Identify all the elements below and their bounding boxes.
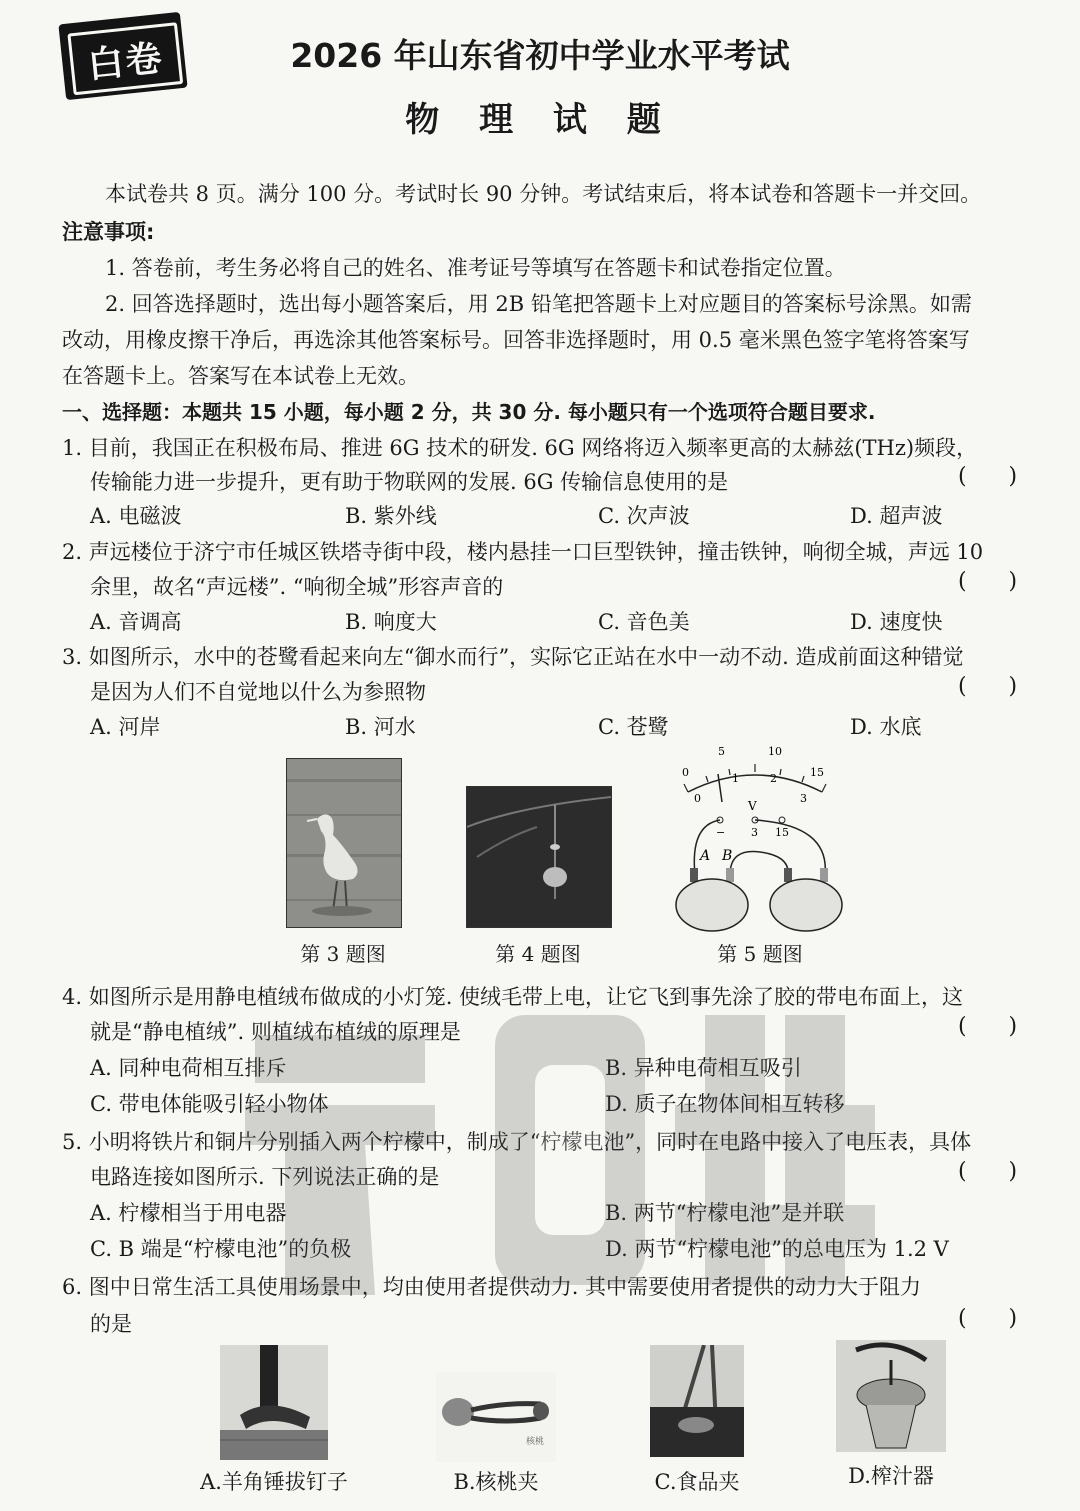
q5-option-d: D. 两节“柠檬电池”的总电压为 1.2 V [605,1237,949,1261]
q4-option-a: A. 同种电荷相互排斥 [90,1056,287,1080]
note-2-line-2: 改动，用橡皮擦干净后，再选涂其他答案标号。回答非选择题时，用 0.5 毫米黑色签字笔将答案写 [62,328,970,352]
q6-answer-blank: ( ) [958,1306,1018,1331]
meter-top-tick-5: 5 [718,745,725,758]
q1-stem-line-2: 传输能力进一步提升，更有助于物联网的发展. 6G 传输信息使用的是 [90,470,729,494]
q3-stem-line-1: 3. 如图所示，水中的苍鹭看起来向左“御水而行”，实际它正站在水中一动不动. 造成前面这种错觉 [62,645,964,669]
terminal-3: 3 [751,826,758,839]
q2-option-c: C. 音色美 [598,610,690,634]
q5-option-c: C. B 端是“柠檬电池”的负极 [90,1237,352,1261]
q6-option-d-caption: D.榨汁器 [848,1464,934,1488]
q4-answer-blank: ( ) [958,1014,1018,1039]
q5-stem-line-1: 5. 小明将铁片和铜片分别插入两个柠檬中，制成了“柠檬电池”，同时在电路中接入了电压表，具体 [62,1130,972,1154]
lantern-photo [466,786,612,928]
q4-option-d: D. 质子在物体间相互转移 [605,1092,845,1116]
meter-bottom-tick-3: 3 [800,792,807,805]
intro-text: 本试卷共 8 页。满分 100 分。考试时长 90 分钟。考试结束后，将本试卷和答题卡一并交回。 [105,182,982,206]
q2-stem-line-1: 2. 声远楼位于济宁市任城区铁塔寺街中段，楼内悬挂一口巨型铁钟，撞击铁钟，响彻全城，声远 10 [62,540,984,564]
figure-4-caption: 第 4 题图 [495,942,581,966]
q1-answer-blank: ( ) [958,464,1018,489]
q5-stem-line-2: 电路连接如图所示. 下列说法正确的是 [90,1165,440,1189]
terminal-negative: − [716,826,726,839]
figure-5-caption: 第 5 题图 [717,942,803,966]
heron-icon [287,759,401,927]
section-1-heading: 一、选择题：本题共 15 小题，每小题 2 分，共 30 分. 每小题只有一个选项符合题目要求. [62,400,876,424]
exam-subtitle: 物 理 试 题 [405,100,675,140]
figure-3-caption: 第 3 题图 [300,942,386,966]
lemon-1-icon [676,879,748,931]
q3-option-b: B. 河水 [345,715,416,739]
lantern-icon [467,787,611,927]
meter-bottom-tick-2: 2 [770,772,777,785]
terminal-15: 15 [775,826,789,839]
q1-stem-line-1: 1. 目前，我国正在积极布局、推进 6G 技术的研发. 6G 网络将迈入频率更高的太赫兹(THz)频段， [62,436,978,460]
q6-stem-line-2: 的是 [90,1312,132,1336]
q6-option-a-caption: A.羊角锤拔钉子 [200,1470,348,1494]
note-1: 1. 答卷前，考生务必将自己的姓名、准考证号等填写在答题卡和试卷指定位置。 [105,256,846,280]
meter-bottom-tick-0: 0 [694,792,701,805]
q2-stem-line-2: 余里，故名“声远楼”. “响彻全城”形容声音的 [90,575,504,599]
stamp-label: 白卷 [67,22,183,95]
meter-top-tick-15: 15 [810,766,824,779]
q4-option-c: C. 带电体能吸引轻小物体 [90,1092,329,1116]
q5-option-a: A. 柠檬相当于用电器 [90,1201,287,1225]
svg-text:核桃: 核桃 [526,1437,545,1447]
q6-stem-line-1: 6. 图中日常生活工具使用场景中，均由使用者提供动力. 其中需要使用者提供的动力大于阻力 [62,1275,922,1299]
q2-answer-blank: ( ) [958,569,1018,594]
q3-stem-line-2: 是因为人们不自觉地以什么为参照物 [90,680,426,704]
q3-option-d: D. 水底 [850,715,922,739]
q3-option-a: A. 河岸 [90,715,161,739]
q4-stem-line-1: 4. 如图所示是用静电植绒布做成的小灯笼. 使绒毛带上电，让它飞到事先涂了胶的带电布面上，这 [62,985,964,1009]
q3-answer-blank: ( ) [958,674,1018,699]
q1-option-d: D. 超声波 [850,504,943,528]
q6-option-b-caption: B.核桃夹 [453,1470,539,1494]
notes-heading: 注意事项: [62,220,155,244]
q2-option-d: D. 速度快 [850,610,943,634]
q4-stem-line-2: 就是“静电植绒”. 则植绒布植绒的原理是 [90,1020,461,1044]
meter-unit: V [748,799,757,813]
q4-option-b: B. 异种电荷相互吸引 [605,1056,802,1080]
nutcracker-icon [436,1372,556,1462]
q5-option-b: B. 两节“柠檬电池”是并联 [605,1201,845,1225]
juicer-icon [836,1340,946,1452]
food-tongs-icon [650,1345,744,1457]
q1-option-a: A. 电磁波 [90,504,182,528]
q2-option-a: A. 音调高 [90,610,182,634]
q2-option-b: B. 响度大 [345,610,437,634]
q5-answer-blank: ( ) [958,1159,1018,1184]
q1-option-c: C. 次声波 [598,504,690,528]
exam-title: 2026 年山东省初中学业水平考试 [290,36,790,75]
heron-photo [286,758,402,928]
label-b: B [722,848,733,864]
lemon-battery-circuit [660,740,860,935]
lemon-2-icon [770,879,842,931]
note-2-line-3: 在答题卡上。答案写在本试卷上无效。 [62,364,419,388]
claw-hammer-icon [220,1345,328,1460]
meter-top-tick-10: 10 [768,745,782,758]
label-a: A [700,848,711,864]
meter-top-tick-0: 0 [682,766,689,779]
q3-option-c: C. 苍鹭 [598,715,669,739]
meter-bottom-tick-1: 1 [732,772,739,785]
note-2-line-1: 2. 回答选择题时，选出每小题答案后，用 2B 铅笔把答题卡上对应题目的答案标号涂黑。如需 [105,292,972,316]
q1-option-b: B. 紫外线 [345,504,437,528]
q6-option-c-caption: C.食品夹 [654,1470,740,1494]
